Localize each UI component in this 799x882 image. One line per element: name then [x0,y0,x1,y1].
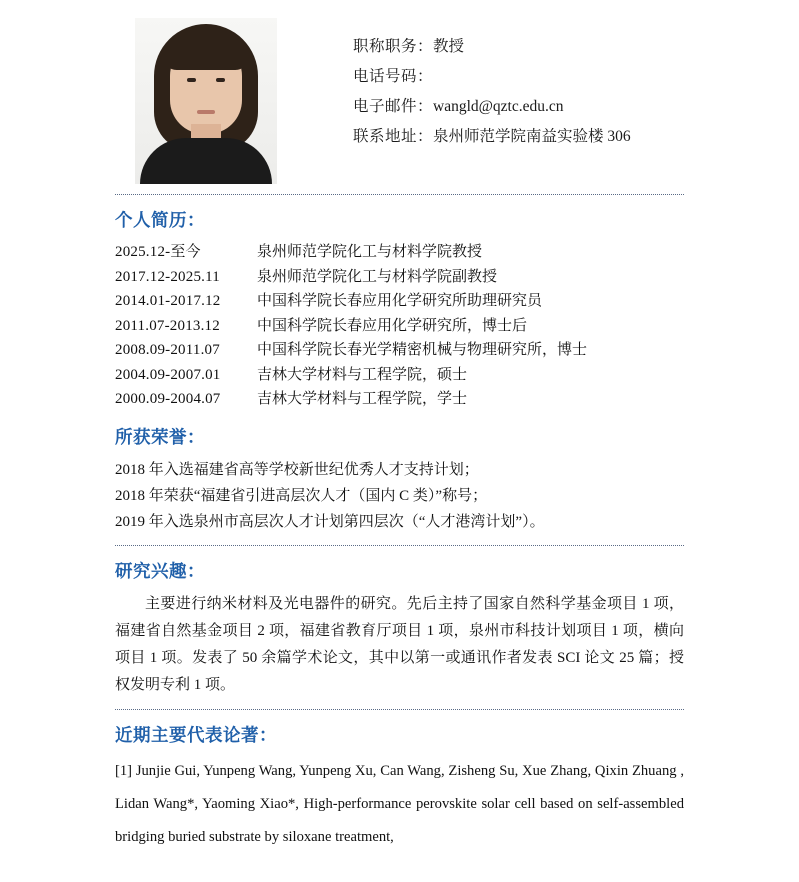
portrait-photo-container [135,18,277,184]
cv-description: 泉州师范学院化工与材料学院副教授 [257,268,498,285]
cv-row [115,363,684,388]
contact-label-address: 联系地址： [353,128,434,145]
cv-description: 中国科学院长春应用化学研究所助理研究员 [257,293,543,309]
section-title-honors: 所获荣誉： [115,426,205,447]
cv-row [115,314,684,339]
portrait-photo [135,18,277,184]
contact-value-address: 泉州师范学院南益实验楼 306 [433,128,631,145]
section-title-research: 研究兴趣： [115,560,205,581]
contact-row-title [353,32,684,62]
cv-period: 2008.09-2011.07 [115,342,220,358]
contact-row-phone [353,62,684,92]
section-title-publications: 近期主要代表论著： [115,724,277,745]
cv-description: 吉林大学材料与工程学院，硕士 [257,366,468,383]
contact-value-email: wangld@qztc.edu.cn [433,98,564,115]
cv-row [115,338,684,363]
contact-info-list [277,18,684,152]
honor-line: 2018 年入选福建省高等学校新世纪优秀人才支持计划； [115,461,479,478]
cv-row [115,289,684,314]
cv-period: 2011.07-2013.12 [115,317,220,334]
publication-item: [1] Junjie Gui, Yunpeng Wang, Yunpeng Xu, Can Wang, Zisheng Su, Xue Zhang, Qixin Zhuang , Lidan Wang*, Yaoming Xiao*, High-performance perovskite solar cell based on self-assembled bridging buried substrate by siloxane treatment, [115,762,684,845]
cv-period: 2014.01-2017.12 [115,293,221,309]
photo-fringe [163,36,249,70]
cv-row [115,265,684,290]
divider-after-honors [115,545,684,546]
photo-eye-right [216,78,225,82]
divider-after-research [115,709,684,710]
divider-after-header [115,194,684,195]
research-paragraph: 主要进行纳米材料及光电器件的研究。先后主持了国家自然科学基金项目 1 项，福建省自然基金项目 2 项，福建省教育厅项目 1 项，泉州市科技计划项目 1 项，横向项目 1 项。发表了 50 余篇学术论文，其中以第一或通讯作者发表 SCI 论文 25 篇；授权发明专利 1 项。 [115,595,684,693]
cv-period: 2000.09-2004.07 [115,391,221,407]
contact-label-email: 电子邮件： [353,98,434,115]
photo-eye-left [187,78,196,82]
contact-value-title: 教授 [433,38,465,55]
cv-period: 2025.12-至今 [115,244,201,260]
cv-description: 中国科学院长春光学精密机械与物理研究所，博士 [257,342,588,358]
honor-line: 2019 年入选泉州市高层次人才计划第四层次（“人才港湾计划”）。 [115,513,545,530]
section-title-cv: 个人简历： [115,210,205,230]
cv-description: 中国科学院长春应用化学研究所，博士后 [257,317,528,334]
contact-row-address [353,122,684,152]
contact-label-title: 职称职务： [353,38,434,55]
cv-description: 吉林大学材料与工程学院，学士 [257,391,468,407]
cv-row [115,387,684,412]
cv-period: 2017.12-2025.11 [115,268,220,285]
profile-header [115,0,684,184]
honor-line: 2018 年荣获“福建省引进高层次人才（国内 C 类）”称号； [115,487,488,504]
contact-label-phone: 电话号码： [353,68,434,85]
contact-row-email [353,92,684,122]
photo-mouth [197,110,215,114]
cv-period: 2004.09-2007.01 [115,366,221,383]
cv-list [115,240,684,412]
cv-description: 泉州师范学院化工与材料学院教授 [257,244,483,260]
cv-row [115,240,684,265]
